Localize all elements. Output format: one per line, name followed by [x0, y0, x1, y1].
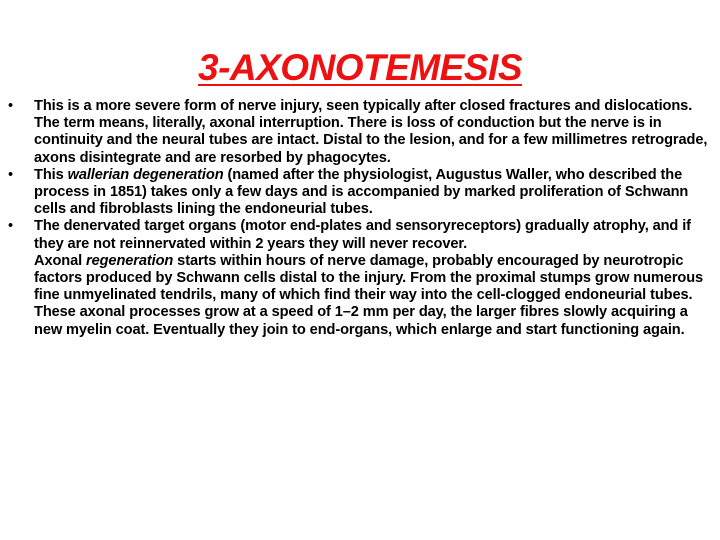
- slide-body: [8, 98, 714, 339]
- bullet-item-1: [8, 98, 714, 167]
- bullet-text-after: (named after the physiologist, Augustus Waller, who described the process in 1851) takes only a few days and is accompanied by marked proliferation of Schwann cells and fibroblasts lining the endoneurial tubes.: [34, 166, 689, 218]
- bullet-text: This is a more severe form of nerve injury, seen typically after closed fractures and dislocations. The term means, literally, axonal interruption. There is loss of conduction but the nerve is in continuity and the neural tubes are intact. Distal to the lesion, and for a few millimetres retrograde, axons disintegrate and are resorbed by phagocytes.: [34, 98, 708, 166]
- bullet-marker: •: [8, 166, 14, 183]
- bullet-text-emphasis: wallerian degeneration: [67, 166, 224, 183]
- slide-title: 3-AXONOTEMESIS: [198, 47, 522, 88]
- bullet-marker: •: [8, 218, 14, 235]
- bullet-text: The denervated target organs (motor end-plates and sensoryreceptors) gradually atrophy, and if they are not reinnervated within 2 years they will never recover.: [34, 218, 691, 252]
- paragraph-text-emphasis: regeneration: [86, 252, 174, 269]
- regeneration-paragraph: [8, 253, 714, 339]
- bullet-marker: •: [8, 98, 14, 114]
- paragraph-text-after: starts within hours of nerve damage, probably encouraged by neurotropic factors produced by Schwann cells distal to the injury. From the proximal stumps grow numerous fine unmyelinated tendrils, many of which find their way into the cell-clogged endoneurial tubes. These axonal processes grow at a speed of 1–2 mm per day, the larger fibres slowly acquiring a new myelin coat. Eventually they join to end-organs, which enlarge and start functioning again.: [34, 252, 704, 338]
- bullet-item-2: [8, 167, 714, 219]
- paragraph-text-before: Axonal: [34, 252, 87, 269]
- bullet-item-3: [8, 218, 714, 252]
- bullet-text-before: This: [34, 166, 68, 183]
